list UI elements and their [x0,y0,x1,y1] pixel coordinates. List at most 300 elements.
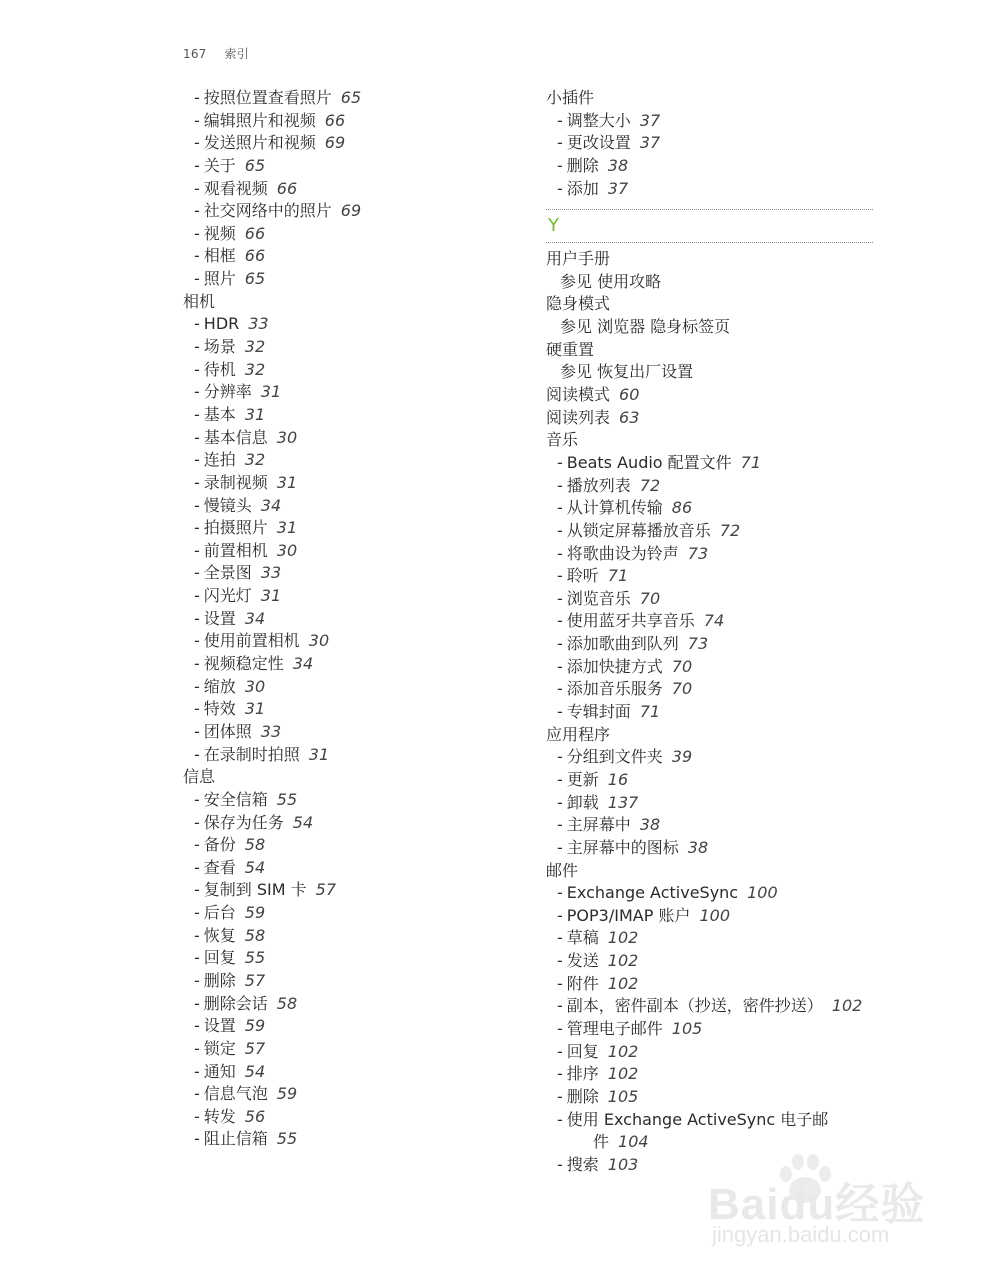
entry-dash: - [194,586,200,606]
entry-page-number: 102 [607,973,639,993]
index-entry [183,812,523,835]
index-heading [546,407,886,430]
entry-text: 在录制时拍照 [203,744,300,764]
entry-page-number: 102 [607,1064,639,1084]
entry-page-number: 57 [244,970,266,990]
entry-dash: - [194,835,200,855]
entry-dash: - [194,495,200,515]
entry-dash: - [194,314,200,334]
section-letter: Y [548,215,559,237]
index-heading [546,87,886,110]
index-entry [546,792,886,815]
entry-page-number: 70 [671,679,693,699]
entry-text: 从锁定屏幕播放音乐 [566,520,711,540]
entry-text: 从计算机传输 [566,498,663,518]
entry-text: 使用蓝牙共享音乐 [566,611,695,631]
entry-text: 待机 [203,359,236,379]
entry-text: 保存为任务 [203,812,284,832]
entry-page-number: 66 [244,223,266,243]
entry-page-number: 70 [671,656,693,676]
entry-text: 参见 使用攻略 [560,271,662,291]
entry-page-number: 102 [831,996,863,1016]
entry-text: 闪光灯 [203,586,252,606]
entry-page-number: 32 [244,450,266,470]
entry-page-number: 38 [639,815,661,835]
index-entry [183,178,523,201]
entry-text: 按照位置查看照片 [203,88,332,107]
entry-page-number: 105 [671,1018,703,1038]
entry-dash: - [557,1018,563,1038]
entry-dash: - [557,566,563,586]
dotted-rule-bottom [546,242,873,243]
index-see-also [546,316,886,339]
entry-page-number: 31 [260,382,282,402]
section-title: 索引 [224,47,249,61]
entry-page-number: 54 [244,857,266,877]
entry-dash: - [557,155,563,175]
entry-page-number: 54 [244,1061,266,1081]
entry-dash: - [194,337,200,357]
entry-dash: - [557,611,563,631]
entry-dash: - [194,450,200,470]
entry-page-number: 103 [607,1154,639,1174]
watermark-url: jingyan.baidu.com [712,1222,890,1247]
index-heading [546,429,886,452]
entry-page-number: 100 [699,905,730,925]
entry-text: 信息气泡 [203,1084,268,1104]
entry-text: 参见 浏览器 隐身标签页 [560,317,731,337]
entry-text: 隐身模式 [546,294,611,314]
entry-text: 关于 [203,155,236,175]
page-header [183,45,263,62]
index-entry [183,110,523,133]
entry-text: 团体照 [203,721,252,741]
entry-page-number: 59 [244,903,266,923]
entry-text: 照片 [203,269,236,289]
entry-page-number: 73 [687,634,709,654]
entry-page-number: 100 [747,883,778,903]
entry-page-number: 102 [607,951,639,971]
entry-dash: - [194,812,200,832]
entry-text: 附件 [566,973,599,993]
entry-page-number: 31 [308,744,330,764]
index-group-after-letter [546,248,886,1176]
entry-page-number: 73 [687,543,709,563]
index-entry [183,404,523,427]
entry-page-number: 34 [244,608,266,628]
index-entry [546,927,886,950]
baidu-watermark [700,1150,940,1260]
index-entry [183,336,523,359]
entry-dash: - [194,427,200,447]
entry-text: 编辑照片和视频 [203,110,316,130]
entry-page-number: 32 [244,337,266,357]
index-entry [546,543,886,566]
index-heading [183,766,523,789]
entry-text: 发送 [566,951,599,971]
entry-page-number: 33 [248,314,269,334]
entry-dash: - [557,634,563,654]
entry-dash: - [194,269,200,289]
entry-dash: - [557,520,563,540]
entry-dash: - [194,1129,200,1149]
entry-text: 主屏幕中 [566,815,631,835]
entry-dash: - [557,588,563,608]
index-entry [546,155,886,178]
entry-text: 设置 [203,1016,236,1036]
index-entry [183,947,523,970]
index-entry [183,630,523,653]
entry-page-number: 72 [719,520,741,540]
index-entry [546,973,886,996]
index-entry [546,588,886,611]
entry-text: 删除会话 [203,993,268,1013]
entry-text: 添加 [566,178,599,198]
entry-page-number: 55 [276,1129,298,1149]
entry-dash: - [557,1154,563,1174]
watermark-logo: Baidu经验 [708,1180,926,1229]
index-entry [546,1109,886,1132]
index-heading [546,860,886,883]
index-entry [546,1041,886,1064]
index-heading [546,339,886,362]
entry-dash: - [557,769,563,789]
entry-page-number: 37 [639,110,661,130]
index-entry [183,1015,523,1038]
entry-page-number: 65 [340,88,362,107]
entry-page-number: 33 [260,721,282,741]
entry-text: 特效 [203,699,236,719]
entry-page-number: 59 [244,1016,266,1036]
entry-dash: - [194,925,200,945]
entry-dash: - [194,201,200,221]
entry-dash: - [194,133,200,153]
entry-text: 删除 [566,1086,599,1106]
index-entry [183,834,523,857]
index-entry [183,676,523,699]
index-group-before-letter [546,87,886,200]
index-entry [183,653,523,676]
entry-dash: - [194,1061,200,1081]
entry-dash: - [194,880,200,900]
entry-text: 锁定 [203,1038,236,1058]
entry-text: Exchange ActiveSync [566,883,739,903]
entry-page-number: 31 [260,586,282,606]
entry-dash: - [194,518,200,538]
entry-text: 删除 [203,970,236,990]
entry-dash: - [557,1064,563,1084]
entry-text: 连拍 [203,450,236,470]
entry-text: 视频 [203,223,236,243]
entry-page-number: 16 [607,769,629,789]
entry-page-number: 32 [244,359,266,379]
entry-page-number: 74 [703,611,725,631]
entry-page-number: 34 [292,654,314,674]
entry-text: 副本，密件副本（抄送，密件抄送） [566,996,823,1016]
entry-dash: - [194,699,200,719]
index-entry [546,110,886,133]
entry-text: 主屏幕中的图标 [566,837,679,857]
entry-page-number: 39 [671,747,693,767]
entry-text: 添加快捷方式 [566,656,663,676]
entry-page-number: 66 [324,110,346,130]
entry-page-number: 38 [607,155,629,175]
index-entry [183,608,523,631]
entry-dash: - [557,452,563,472]
index-entry [546,1018,886,1041]
entry-text: 添加音乐服务 [566,679,663,699]
entry-dash: - [194,110,200,130]
index-entry [546,837,886,860]
entry-text: 邮件 [546,860,579,880]
entry-text: 小插件 [546,88,595,107]
entry-page-number: 66 [244,246,266,266]
index-entry [183,245,523,268]
entry-page-number: 58 [244,925,266,945]
entry-page-number: 71 [639,702,661,722]
entry-text: 录制视频 [203,472,268,492]
index-entry [546,950,886,973]
dotted-rule-top [546,209,873,210]
entry-page-number: 71 [607,566,629,586]
index-heading [546,293,886,316]
entry-dash: - [557,110,563,130]
entry-page-number: 33 [260,563,282,583]
index-entry [183,200,523,223]
entry-text: 社交网络中的照片 [203,201,332,221]
entry-page-number: 58 [276,993,298,1013]
index-entry [183,721,523,744]
entry-dash: - [194,631,200,651]
entry-text: 安全信箱 [203,789,268,809]
entry-page-number: 30 [244,676,266,696]
entry-text: 设置 [203,608,236,628]
index-see-also [546,271,886,294]
entry-text: 发送照片和视频 [203,133,316,153]
index-entry [546,701,886,724]
index-entry [546,995,886,1018]
entry-text: 聆听 [566,566,599,586]
index-entry [183,925,523,948]
index-entry [546,497,886,520]
index-entry [183,540,523,563]
entry-text: 件 [593,1132,610,1152]
entry-dash: - [557,883,563,903]
entry-page-number: 38 [687,837,709,857]
index-entry [546,1063,886,1086]
entry-dash: - [194,540,200,560]
entry-page-number: 102 [607,1041,639,1061]
entry-text: 拍摄照片 [203,518,268,538]
entry-page-number: 70 [639,588,661,608]
entry-text: 浏览音乐 [566,588,631,608]
entry-page-number: 54 [292,812,314,832]
entry-text: 硬重置 [546,339,595,359]
index-entry [183,789,523,812]
entry-page-number: 65 [244,155,266,175]
entry-text: 用户手册 [546,249,611,269]
entry-dash: - [557,498,563,518]
index-entry [183,155,523,178]
index-entry [183,472,523,495]
index-heading [546,384,886,407]
entry-page-number: 30 [276,427,298,447]
entry-text: 阻止信箱 [203,1129,268,1149]
entry-text: 查看 [203,857,236,877]
entry-text: 恢复 [203,925,236,945]
entry-dash: - [194,1106,200,1126]
entry-text: 草稿 [566,928,599,948]
entry-text: 复制到 SIM 卡 [203,880,307,900]
index-entry [183,562,523,585]
entry-page-number: 63 [619,407,640,427]
page-number: 167 [183,47,207,61]
entry-text: 使用 Exchange ActiveSync 电子邮 [566,1109,829,1129]
entry-dash: - [557,905,563,925]
entry-dash: - [194,744,200,764]
entry-text: 管理电子邮件 [566,1018,663,1038]
entry-text: 基本信息 [203,427,268,447]
index-entry [183,495,523,518]
entry-text: 慢镜头 [203,495,252,515]
entry-dash: - [194,178,200,198]
entry-text: 使用前置相机 [203,631,300,651]
entry-dash: - [194,155,200,175]
entry-text: 相框 [203,246,236,266]
entry-dash: - [557,543,563,563]
entry-page-number: 72 [639,475,661,495]
index-entry [183,857,523,880]
entry-text: 删除 [566,155,599,175]
entry-text: 阅读模式 [546,385,611,405]
entry-page-number: 57 [315,880,336,900]
entry-text: 更改设置 [566,133,631,153]
index-heading [546,724,886,747]
entry-page-number: 37 [639,133,661,153]
index-entry [183,517,523,540]
entry-dash: - [557,178,563,198]
index-entry [546,610,886,633]
index-entry [546,656,886,679]
entry-dash: - [557,747,563,767]
index-entry [183,1061,523,1084]
entry-text: 视频稳定性 [203,654,284,674]
index-entry [546,633,886,656]
entry-dash: - [557,792,563,812]
index-entry [183,879,523,902]
index-entry [546,520,886,543]
index-entry [183,381,523,404]
entry-dash: - [557,973,563,993]
index-entry [546,769,886,792]
index-entry [183,449,523,472]
entry-text: 备份 [203,835,236,855]
index-column-right [546,87,886,1176]
entry-dash: - [557,475,563,495]
entry-dash: - [557,837,563,857]
entry-page-number: 105 [607,1086,639,1106]
entry-text: 场景 [203,337,236,357]
entry-text: 分辨率 [203,382,252,402]
entry-dash: - [194,993,200,1013]
index-entry [183,132,523,155]
entry-text: 卸载 [566,792,599,812]
entry-dash: - [194,608,200,628]
entry-dash: - [194,246,200,266]
entry-page-number: 57 [244,1038,266,1058]
index-see-also [546,361,886,384]
entry-dash: - [194,654,200,674]
entry-text: Beats Audio 配置文件 [566,452,732,472]
entry-dash: - [557,702,563,722]
index-entry [183,427,523,450]
index-entry [183,902,523,925]
entry-page-number: 31 [276,518,298,538]
entry-dash: - [194,857,200,877]
entry-page-number: 60 [619,385,640,405]
entry-text: 观看视频 [203,178,268,198]
index-entry [183,359,523,382]
entry-page-number: 55 [276,789,298,809]
entry-text: 排序 [566,1064,599,1084]
index-entry [183,993,523,1016]
entry-text: 相机 [183,291,216,311]
index-entry [183,1106,523,1129]
entry-page-number: 69 [340,201,362,221]
entry-dash: - [194,948,200,968]
index-entry [183,87,523,110]
entry-text: POP3/IMAP 账户 [566,905,691,925]
entry-dash: - [557,1086,563,1106]
entry-dash: - [194,1084,200,1104]
entry-page-number: 66 [276,178,298,198]
entry-text: HDR [203,314,240,334]
section-letter-block [546,209,886,243]
index-heading [546,248,886,271]
entry-page-number: 71 [740,452,762,472]
entry-dash: - [194,88,200,107]
entry-page-number: 30 [308,631,330,651]
entry-page-number: 69 [324,133,346,153]
index-entry [183,744,523,767]
entry-text: 信息 [183,767,216,787]
entry-dash: - [557,996,563,1016]
entry-page-number: 65 [244,269,266,289]
entry-dash: - [194,223,200,243]
entry-dash: - [194,472,200,492]
index-entry [546,565,886,588]
index-entry [546,905,886,928]
entry-text: 播放列表 [566,475,631,495]
index-entry [546,746,886,769]
entry-page-number: 102 [607,928,639,948]
entry-text: 全景图 [203,563,252,583]
entry-dash: - [194,1016,200,1036]
index-entry [546,452,886,475]
entry-text: 后台 [203,903,236,923]
entry-text: 阅读列表 [546,407,611,427]
entry-text: 将歌曲设为铃声 [566,543,679,563]
index-column-left [183,87,523,1151]
entry-text: 通知 [203,1061,236,1081]
entry-dash: - [194,970,200,990]
entry-text: 应用程序 [546,724,611,744]
entry-text: 参见 恢复出厂设置 [560,362,694,382]
entry-text: 基本 [203,404,236,424]
entry-dash: - [194,404,200,424]
index-entry [546,178,886,201]
entry-dash: - [194,382,200,402]
